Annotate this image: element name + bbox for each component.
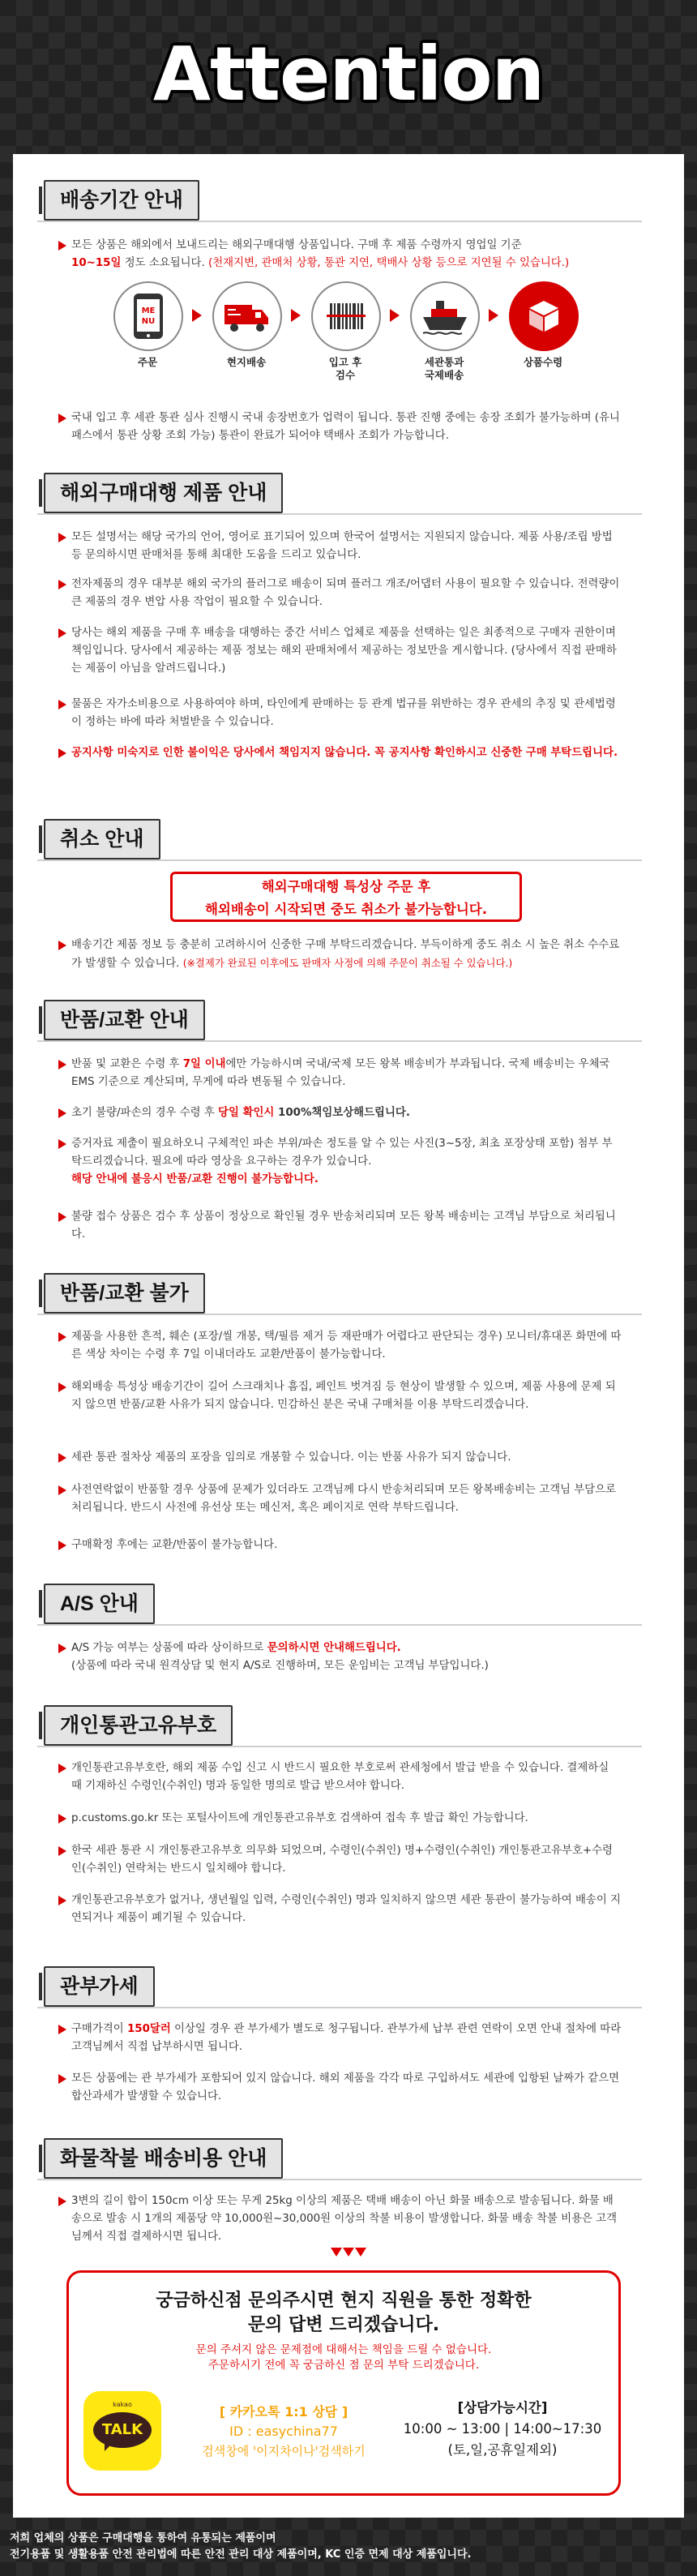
proxy-bullet-3: 당사는 해외 제품을 구매 후 배송을 대행하는 중간 서비스 업체로 제품을 선택하는 일은 최종적으로 구매자 권한이며 책임입니다. 당사에서 제공하는 제품 정보는 해외 판매처에서 제공하는 정보만을 게시합니다. (당사에서 직접 판매하는 제품이 아님을 알려드립니다.): [71, 624, 622, 678]
section-as: [44, 1584, 155, 1624]
contact-headline: 궁금하신점 문의주시면 현지 직원을 통한 정확한 문의 답변 드리겠습니다.: [156, 2291, 532, 2335]
section-heading: 반품/교환 불가: [44, 1273, 205, 1314]
divider: [37, 2007, 642, 2008]
page-title: Attention: [152, 31, 545, 118]
shipping-bullet-2: 국내 입고 후 세관 통관 심사 진행시 국내 송장번호가 업력이 됩니다. 통관 진행 중에는 송장 조회가 불가능하며 (유니패스에서 통관 상황 조회 가능) 통관이 완료가 되어야 택배사 조회가 가능합니다.: [71, 409, 622, 445]
tax-bullet-2: 모든 상품에는 관 부가세가 포함되어 있지 않습니다. 해외 제품을 각각 따로 구입하셔도 세관에 입항된 날짜가 같으면 합산과세가 발생할 수 있습니다.: [71, 2070, 622, 2106]
customs-bullet-3: 한국 세관 통관 시 개인통관고유부호 의무화 되었으며, 수령인(수취인) 명+수령인(수취인) 개인통관고유부호+수령인(수취인) 연락처는 반드시 일치해야 합니다.: [71, 1842, 622, 1878]
svg-text:ME: ME: [141, 306, 156, 315]
section-tax: [44, 1966, 155, 2007]
delivery-truck-icon: [212, 281, 282, 351]
return-bullet-1: 반품 및 교환은 수령 후 7일 이내에만 가능하시며 국내/국제 모든 왕복 배송비가 부과됩니다. 국제 배송비는 우체국 EMS 기준으로 계산되며, 무게에 따라 변동될 수 있습니다.: [71, 1056, 622, 1091]
divider: [37, 1746, 642, 1747]
section-heading: 반품/교환 안내: [44, 1000, 205, 1040]
arrow-icon: [192, 309, 202, 322]
consult-hours: [상담가능시간] 10:00 ~ 13:00 | 14:00~17:30 (토,일,공휴일제외): [403, 2400, 602, 2458]
tax-bullet-1: 구매가격이 150달러 이상일 경우 관 부가세가 별도로 청구됩니다. 관부가세 납부 관련 연락이 오면 안내 절차에 따라 고객님께서 직접 납부하시면 됩니다.: [71, 2021, 622, 2056]
cancel-bullet-1: 배송기간 제품 정보 등 충분히 고려하시어 신중한 구매 부탁드리겠습니다. 부득이하게 중도 취소 시 높은 취소 수수료가 발생할 수 있습니다. (※결제가 완료된 이후에도 판매자 사정에 의해 주문이 취소될 수 있습니다.): [71, 937, 622, 973]
as-bullet-1: A/S 가능 여부는 상품에 따라 상이하므로 문의하시면 안내해드립니다. (상품에 따라 국내 원격상담 및 현지 A/S로 진행하며, 모든 운임비는 고객님 부담입니다.): [71, 1639, 622, 1675]
section-heading: A/S 안내: [44, 1584, 155, 1624]
shipping-steps: [113, 281, 600, 395]
arrow-icon: [291, 309, 301, 322]
section-proxy-products: [44, 473, 283, 513]
section-heading: 개인통관고유부호: [44, 1705, 233, 1746]
section-shipping: [44, 180, 199, 221]
return-bullet-2: 초기 불량/파손의 경우 수령 후 당일 확인시 100%책임보상해드립니다.: [71, 1104, 622, 1122]
noreturn-bullet-2: 해외배송 특성상 배송기간이 길어 스크래치나 흠집, 페인트 벗겨짐 등 현상이 발생할 수 있으며, 제품 사용에 문제 되지 않으면 반품/교환 사유가 되지 않습니다. 민감하신 분은 국내 구매처를 이용 부탁드리겠습니다.: [71, 1378, 622, 1414]
svg-text:NU: NU: [141, 317, 156, 326]
section-cancel: [44, 819, 160, 859]
section-heading: 관부가세: [44, 1966, 155, 2007]
shipping-bullet-1: 모든 상품은 해외에서 보내드리는 해외구매대행 상품입니다. 구매 후 제품 수령까지 영업일 기준 10~15일 정도 소요됩니다. (천재지변, 관매처 상황, 통관 지연, 택배사 상황 등으로 지연될 수 있습니다.): [71, 237, 622, 272]
cancel-notice-box: 해외구매대행 특성상 주문 후 해외배송이 시작되면 중도 취소가 불가능합니다.: [170, 872, 522, 922]
package-box-icon: [509, 281, 579, 351]
noreturn-bullet-5: 구매확정 후에는 교환/반품이 불가능합니다.: [71, 1537, 622, 1554]
section-heading: 취소 안내: [44, 819, 160, 859]
customs-bullet-2: p.customs.go.kr 또는 포털사이트에 개인통관고유부호 검색하여 접속 후 발급 확인 가능합니다.: [71, 1810, 622, 1828]
phone-menu-icon: [113, 281, 183, 351]
step-label: 세관통과 국제배송: [424, 356, 464, 381]
step-local-delivery: [212, 281, 280, 369]
noreturn-bullet-3: 세관 통관 절차상 제품의 포장을 임의로 개봉할 수 있습니다. 이는 반품 사유가 되지 않습니다.: [71, 1449, 622, 1467]
down-arrow-icon: [355, 2248, 366, 2257]
contact-subtext: 문의 주셔지 않은 문제점에 대해서는 책임을 드릴 수 없습니다. 주문하시기 전에 꼭 궁금하신 점 문의 부탁 드리겠습니다.: [195, 2343, 492, 2372]
proxy-bullet-4: 물품은 자가소비용으로 사용하여야 하며, 타인에게 판매하는 등 관계 법규를 위반하는 경우 관세의 추징 및 관세법령이 정하는 바에 따라 처벌받을 수 있습니다.: [71, 696, 622, 731]
divider: [37, 1040, 642, 1042]
arrow-icon: [390, 309, 400, 322]
noreturn-bullet-4: 사전연락없이 반품할 경우 상품에 문제가 있더라도 고객님께 다시 반송처리되며 모든 왕복배송비는 고객님 부담으로 처리됩니다. 반드시 사전에 유선상 또는 메신저, 혹은 페이지로 연락 부탁드립니다.: [71, 1481, 622, 1517]
divider: [37, 1624, 642, 1626]
section-heading: 화물착불 배송비용 안내: [44, 2138, 283, 2179]
divider: [37, 1314, 642, 1315]
divider: [37, 859, 642, 861]
step-label: 주문: [137, 356, 158, 368]
customs-bullet-4: 개인통관고유부호가 없거나, 생년월일 입력, 수령인(수취인) 명과 일치하지 않으면 세관 통관이 불가능하여 배송이 지연되거나 제품이 폐기될 수 있습니다.: [71, 1892, 622, 1927]
step-inspection: [311, 281, 379, 382]
step-label: 상품수령: [523, 356, 563, 368]
section-return: [44, 1000, 205, 1040]
arrow-icon: [489, 309, 498, 322]
barcode-scan-icon: [311, 281, 381, 351]
section-freight: [44, 2138, 283, 2179]
down-arrow-icon: [331, 2248, 342, 2257]
divider: [37, 2179, 642, 2180]
footer-notice: 저희 업체의 상품은 구매대행을 통하여 유통되는 제품이며 전기용품 및 생활용품 안전 관리법에 따른 안전 관리 대상 제품이며, KC 인증 면제 대상 제품입니다.: [10, 2532, 472, 2561]
step-label: 현지배송: [226, 356, 267, 368]
cargo-ship-icon: [410, 281, 480, 351]
section-heading: 해외구매대행 제품 안내: [44, 473, 283, 513]
freight-bullet-1: 3변의 길이 합이 150cm 이상 또는 무게 25kg 이상의 제품은 택배 배송이 아닌 화물 배송으로 발송됩니다. 화물 배송으로 발송 시 1개의 제품당 약 10,000원~30,000원 이상의 착불 비용이 발생합니다. 화물 배송 착불 비용은 고객님께서 직접 결제하시면 됩니다.: [71, 2192, 622, 2246]
step-customs-shipping: [410, 281, 478, 382]
step-receive: [509, 281, 577, 369]
kakao-consult-info[interactable]: [ 카카오톡 1:1 상담 ] ID : easychina77 검색창에 '이지차이나'검색하기: [202, 2404, 366, 2458]
proxy-bullet-1: 모든 설명서는 해당 국가의 언어, 영어로 표기되어 있으며 한국어 설명서는 지원되지 않습니다. 제품 사용/조립 방법 등 문의하시면 판매처를 통해 최대한 도움을 드리고 있습니다.: [71, 529, 622, 564]
section-heading: 배송기간 안내: [44, 180, 199, 221]
section-no-return: [44, 1273, 205, 1314]
section-customs-code: [44, 1705, 233, 1746]
kakaotalk-icon[interactable]: kakao TALK: [83, 2391, 161, 2471]
return-bullet-4: 불량 접수 상품은 검수 후 상품이 정상으로 확인될 경우 반송처리되며 모든 왕복 배송비는 고객님 부담으로 처리됩니다.: [71, 1208, 622, 1244]
down-arrow-icon: [343, 2248, 354, 2257]
step-label: 입고 후 검수: [328, 356, 362, 381]
return-bullet-3: 증거자료 제출이 필요하오니 구체적인 파손 부위/파손 정도를 알 수 있는 사진(3~5장, 최초 포장상태 포함) 첨부 부탁드리겠습니다. 필요에 따라 영상을 요구하는 경우가 있습니다. 해당 안내에 불응시 반품/교환 진행이 불가능합니다.: [71, 1135, 622, 1189]
contact-box: [66, 2270, 621, 2496]
proxy-bullet-5: 공지사항 미숙지로 인한 불이익은 당사에서 책임지지 않습니다. 꼭 공지사항 확인하시고 신중한 구매 부탁드립니다.: [71, 744, 622, 762]
divider: [37, 221, 642, 222]
divider: [37, 513, 642, 515]
noreturn-bullet-1: 제품을 사용한 흔적, 훼손 (포장/씰 개봉, 택/필름 제거 등 재판매가 어렵다고 판단되는 경우) 모니터/휴대폰 화면에 따른 색상 차이는 수령 후 7일 이내더라도 교환/반품이 불가능합니다.: [71, 1328, 622, 1364]
customs-bullet-1: 개인통관고유부호란, 해외 제품 수입 신고 시 반드시 필요한 부호로써 관세청에서 발급 받을 수 있습니다. 결제하실 때 기재하신 수령인(수취인) 명과 동일한 명의로 발급 받으셔야 합니다.: [71, 1759, 622, 1795]
step-order: [113, 281, 182, 369]
proxy-bullet-2: 전자제품의 경우 대부분 해외 국가의 플러그로 배송이 되며 플러그 개조/어댑터 사용이 필요할 수 있습니다. 전력량이 큰 제품의 경우 변압 사용 작업이 필요할 수 있습니다.: [71, 576, 622, 611]
